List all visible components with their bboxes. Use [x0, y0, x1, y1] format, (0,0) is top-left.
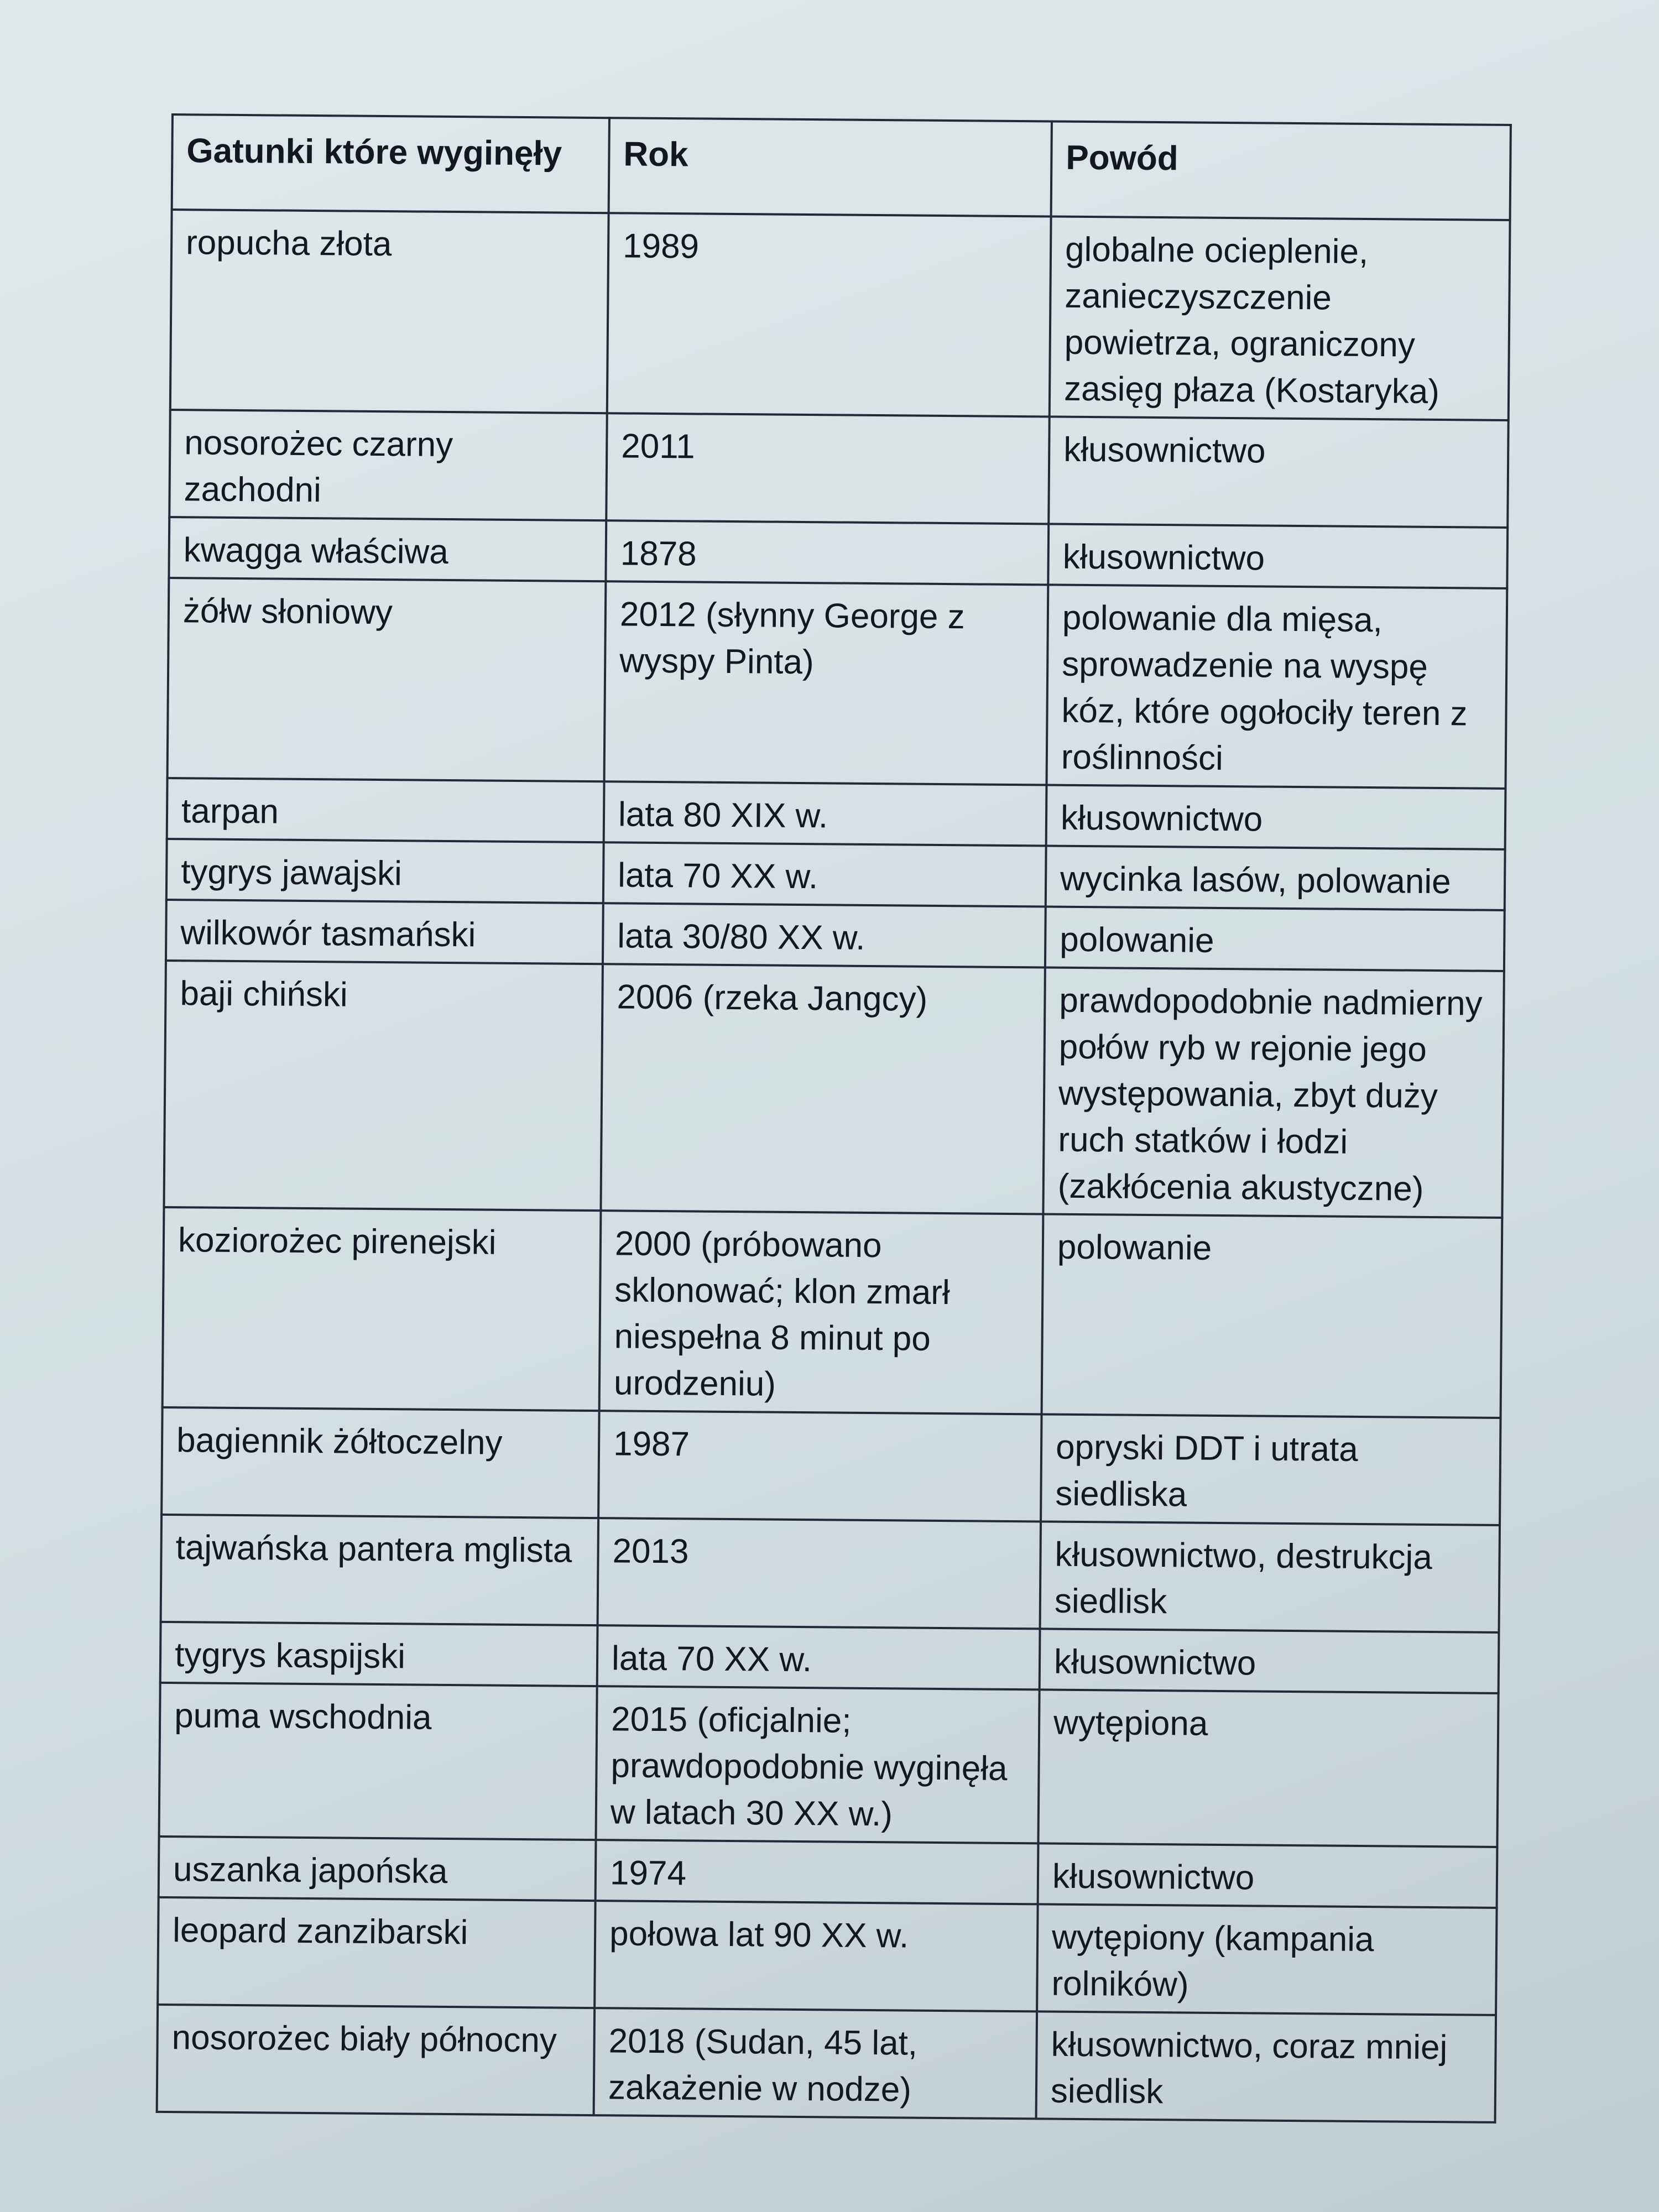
table-row — [160, 1622, 1499, 1693]
table-row — [159, 1837, 1498, 1908]
cell-species: uszanka japońska — [159, 1837, 596, 1901]
cell-year: 2015 (oficjalnie; prawdopodobnie wyginęła w latach 30 XX w.) — [596, 1686, 1040, 1843]
cell-reason: wytępiony (kampania rolników) — [1037, 1904, 1496, 2015]
table-row — [157, 2005, 1496, 2122]
cell-reason: kłusownictwo — [1046, 785, 1506, 849]
cell-reason: polowanie — [1042, 1214, 1503, 1418]
cell-species: nosorożec czarny zachodni — [169, 410, 607, 520]
cell-year: lata 70 XX w. — [603, 842, 1046, 906]
table-row — [159, 1683, 1499, 1847]
cell-year: lata 70 XX w. — [597, 1625, 1040, 1689]
cell-reason: prawdopodobnie nadmierny połów ryb w rejonie jego występowania, zbyt duży ruch statków i łodzi (zakłócenia akustyczne) — [1043, 967, 1504, 1218]
cell-reason: kłusownictwo — [1048, 416, 1508, 528]
table-row — [163, 1207, 1503, 1418]
cell-year: 1987 — [598, 1411, 1041, 1521]
cell-year: lata 30/80 XX w. — [603, 903, 1046, 967]
table-row — [169, 517, 1507, 588]
cell-year: 2013 — [598, 1518, 1041, 1629]
cell-reason: opryski DDT i utrata siedliska — [1041, 1414, 1500, 1525]
table-row — [170, 210, 1510, 420]
cell-species: wilkowór tasmański — [166, 900, 603, 964]
header-species: Gatunki które wyginęły — [172, 114, 609, 213]
cell-reason: kłusownictwo, coraz mniej siedlisk — [1036, 2011, 1496, 2122]
cell-species: tarpan — [167, 778, 604, 842]
cell-year: 2018 (Sudan, 45 lat, zakażenie w nodze) — [594, 2008, 1037, 2119]
cell-species: nosorożec biały północny — [157, 2005, 594, 2115]
cell-year: 1878 — [606, 520, 1048, 585]
cell-species: puma wschodnia — [159, 1683, 597, 1840]
cell-year: 2000 (próbowano sklonować; klon zmarł niespełna 8 minut po urodzeniu) — [599, 1211, 1044, 1414]
cell-reason: kłusownictwo — [1038, 1843, 1498, 1908]
table-row — [164, 961, 1504, 1218]
cell-year: 2011 — [606, 413, 1049, 524]
table-row — [161, 1515, 1500, 1632]
header-reason: Powód — [1051, 122, 1511, 221]
cell-year: 2012 (słynny George z wyspy Pinta) — [604, 581, 1048, 785]
cell-species: tygrys jawajski — [166, 839, 604, 903]
cell-species: tygrys kaspijski — [160, 1622, 598, 1686]
cell-species: koziorożec pirenejski — [163, 1207, 601, 1411]
cell-reason: polowanie dla mięsa, sprowadzenie na wyspę kóz, które ogołociły teren z roślinności — [1047, 585, 1507, 789]
table-row — [168, 578, 1507, 789]
cell-reason: kłusownictwo, destrukcja siedlisk — [1040, 1521, 1500, 1632]
cell-species: tajwańska pantera mglista — [161, 1515, 598, 1625]
cell-species: leopard zanzibarski — [158, 1897, 595, 2008]
table-header — [172, 114, 1511, 220]
table-row — [166, 839, 1505, 910]
table-row — [169, 410, 1508, 528]
table-row — [167, 778, 1506, 849]
cell-year: lata 80 XIX w. — [604, 781, 1047, 846]
table-body — [157, 210, 1510, 2122]
extinct-species-table — [156, 113, 1512, 2124]
cell-year: 1974 — [596, 1840, 1039, 1904]
cell-year: 2006 (rzeka Jangcy) — [601, 964, 1045, 1214]
cell-species: kwagga właściwa — [169, 517, 606, 581]
header-row — [172, 114, 1511, 220]
table-row — [161, 1407, 1500, 1525]
cell-reason: wycinka lasów, polowanie — [1046, 846, 1505, 910]
cell-reason: wytępiona — [1038, 1689, 1498, 1847]
cell-reason: kłusownictwo — [1048, 524, 1507, 588]
cell-species: baji chiński — [164, 961, 602, 1211]
header-year: Rok — [609, 118, 1052, 216]
cell-year: 1989 — [607, 213, 1051, 416]
cell-reason: kłusownictwo — [1040, 1629, 1499, 1693]
cell-species: ropucha złota — [170, 210, 609, 413]
cell-reason: globalne ocieplenie, zanieczyszczenie powietrza, ograniczony zasięg płaza (Kostaryka) — [1050, 216, 1510, 420]
table-row — [166, 900, 1505, 971]
cell-species: bagiennik żółtoczelny — [161, 1407, 599, 1518]
cell-species: żółw słoniowy — [168, 578, 606, 781]
cell-reason: polowanie — [1045, 906, 1505, 971]
cell-year: połowa lat 90 XX w. — [594, 1901, 1037, 2011]
table-row — [158, 1897, 1496, 2015]
